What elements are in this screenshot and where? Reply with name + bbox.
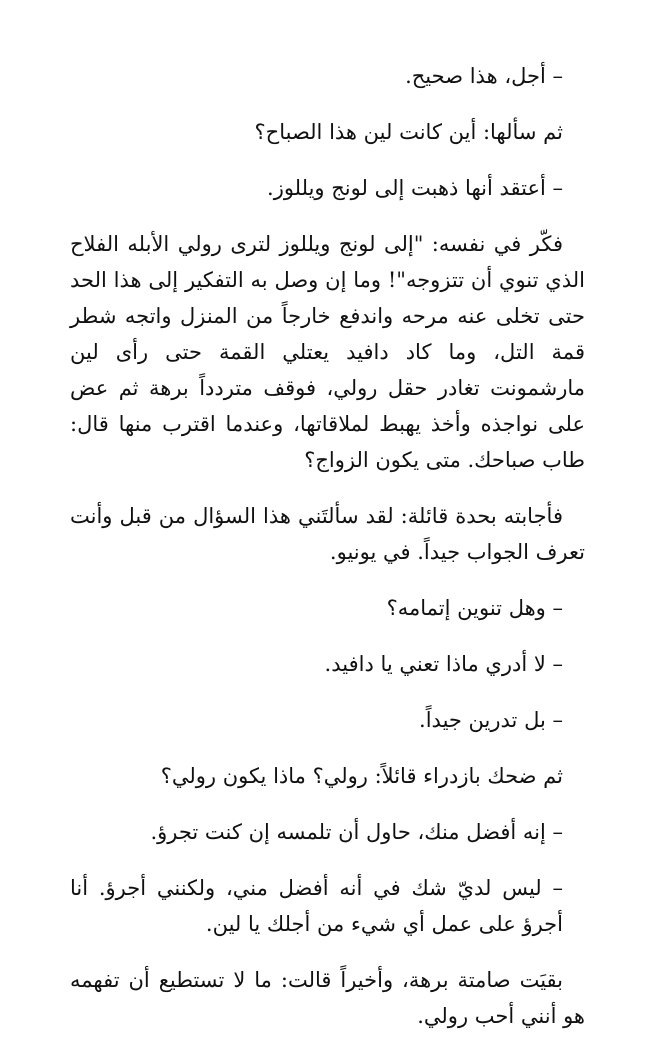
paragraph-3: – أعتقد أنها ذهبت إلى لونج ويللوز. [267,176,563,200]
paragraph-5: فأجابته بحدة قائلة: لقد سألتَني هذا السؤال من قبل وأنت تعرف الجواب جيداً. في يونيو. [70,504,585,564]
paragraph-7: – لا أدري ماذا تعني يا دافيد. [324,652,563,676]
paragraph-4: فكّر في نفسه: "إلى لونج ويللوز لترى رولي الأبله الفلاح الذي تنوي أن تتزوجه"! وما إن وصل به التفكير إلى هذا الحد حتى تخلى عنه مرحه واندفع خارجاً من المنزل واتجه شطر قمة التل، وما كاد دافيد يعتلي القمة حتى رأى لين مارشمونت تغادر حقل رولي، فوقف متردداً برهة ثم عض على نواجذه وأخذ يهبط لملاقاتها، وعندما اقترب منها قال: طاب صباحك. متى يكون الزواج؟ [70,232,585,472]
paragraph-1: – أجل، هذا صحيح. [405,64,563,88]
paragraph-6: – وهل تنوين إتمامه؟ [386,596,563,620]
paragraph-2: ثم سألها: أين كانت لين هذا الصباح؟ [254,120,563,144]
book-page [70,58,585,1054]
paragraph-10: – إنه أفضل منك، حاول أن تلمسه إن كنت تجرؤ. [150,820,563,844]
paragraph-11: – ليس لديّ شك في أنه أفضل مني، ولكنني أجرؤ. أنا أجرؤ على عمل أي شيء من أجلك يا لين. [70,876,563,936]
paragraph-8: – بل تدرين جيداً. [419,708,563,732]
paragraph-9: ثم ضحك بازدراء قائلاً: رولي؟ ماذا يكون رولي؟ [160,764,563,788]
paragraph-12: بقيَت صامتة برهة، وأخيراً قالت: ما لا تستطيع أن تفهمه هو أنني أحب رولي. [70,968,585,1028]
